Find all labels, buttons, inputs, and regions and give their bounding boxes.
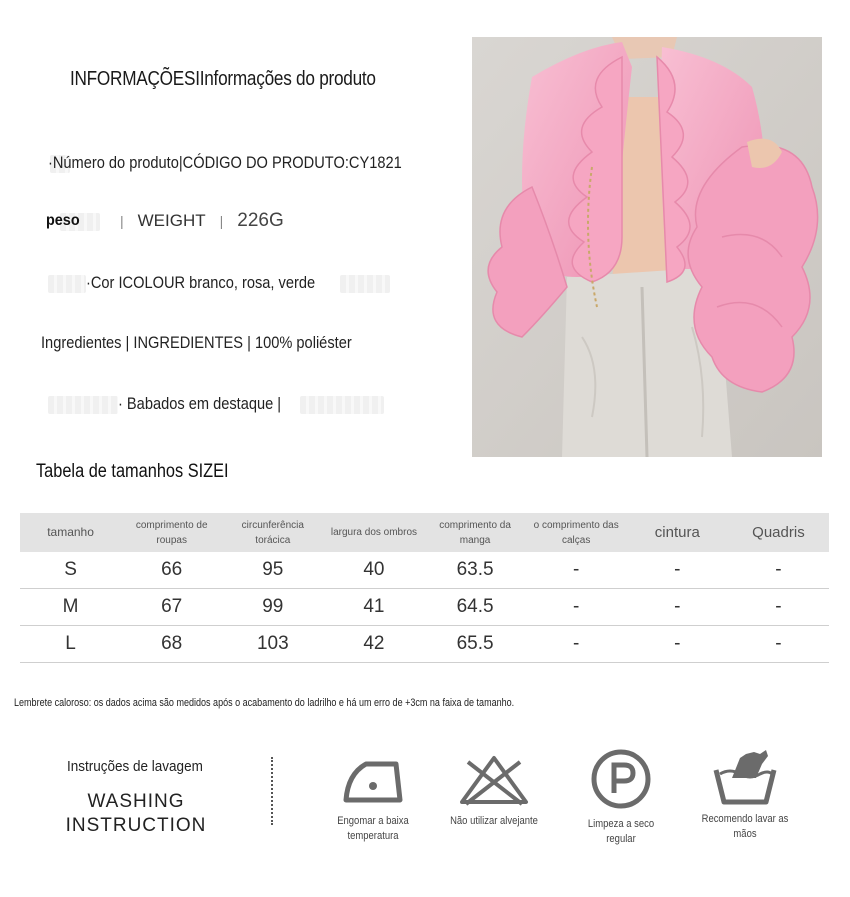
product-number: ·Número do produto|CÓDIGO DO PRODUTO:CY1821 <box>48 153 402 172</box>
table-header-row <box>20 513 829 552</box>
dry-clean-icon <box>589 747 653 811</box>
table-row <box>20 589 829 626</box>
wash-caption: Não utilizar alvejante <box>450 815 538 827</box>
ghost-text <box>48 396 118 414</box>
table-cell: 64.5 <box>425 589 526 626</box>
wash-item-dry-clean <box>566 747 676 847</box>
ghost-text <box>300 396 384 414</box>
hand-wash-icon <box>710 748 780 806</box>
weight-value: 226G <box>237 210 284 231</box>
separator: | <box>219 213 224 229</box>
weight-key: WEIGHT <box>137 211 206 230</box>
header-pants-length: o comprimento das calças <box>526 513 627 552</box>
header-chest: circunferência torácica <box>222 513 323 552</box>
header-sleeve: comprimento da manga <box>425 513 526 552</box>
size-note: Lembrete caloroso: os dados acima são medidos após o acabamento do ladrilho e há um erro de +3cm na faixa de tamanho. <box>14 697 515 709</box>
washing-english-line2: INSTRUCTION <box>65 815 207 836</box>
model-illustration <box>472 37 822 457</box>
table-cell: - <box>627 552 728 589</box>
table-cell: - <box>728 589 829 626</box>
header-shoulder: largura dos ombros <box>323 513 424 552</box>
table-cell: 95 <box>222 552 323 589</box>
size-table-title: Tabela de tamanhos SIZEI <box>36 461 229 482</box>
wash-item-iron <box>318 752 428 844</box>
table-row <box>20 552 829 589</box>
wash-caption: Limpeza a seco regular <box>587 818 655 845</box>
wash-caption: Engomar a baixa temperatura <box>337 815 409 842</box>
table-cell: - <box>627 589 728 626</box>
table-cell: M <box>20 589 121 626</box>
wash-item-no-bleach <box>439 752 549 829</box>
highlight-line: · Babados em destaque | <box>118 394 282 413</box>
table-cell: - <box>728 626 829 663</box>
table-cell: 41 <box>323 589 424 626</box>
table-cell: 42 <box>323 626 424 663</box>
weight-label: peso <box>46 212 80 229</box>
table-cell: L <box>20 626 121 663</box>
divider <box>271 757 273 825</box>
table-cell: S <box>20 552 121 589</box>
washing-title: Instruções de lavagem <box>67 758 203 775</box>
table-cell: 65.5 <box>425 626 526 663</box>
table-cell: - <box>526 589 627 626</box>
iron-icon <box>338 752 408 808</box>
size-table <box>20 513 829 663</box>
table-cell: 66 <box>121 552 222 589</box>
washing-english <box>60 790 212 838</box>
ghost-text <box>340 275 390 293</box>
header-size: tamanho <box>20 513 121 552</box>
table-cell: 40 <box>323 552 424 589</box>
table-cell: - <box>526 626 627 663</box>
table-cell: - <box>728 552 829 589</box>
table-row <box>20 626 829 663</box>
table-cell: 67 <box>121 589 222 626</box>
weight-row <box>46 210 284 232</box>
header-waist: cintura <box>627 513 728 552</box>
product-photo <box>472 37 822 457</box>
table-cell: 99 <box>222 589 323 626</box>
separator: | <box>120 213 124 229</box>
table-cell: 103 <box>222 626 323 663</box>
table-cell: 68 <box>121 626 222 663</box>
washing-english-line1: WASHING <box>87 791 185 812</box>
header-hips: Quadris <box>728 513 829 552</box>
table-cell: 63.5 <box>425 552 526 589</box>
table-cell: - <box>627 626 728 663</box>
header-length: comprimento de roupas <box>121 513 222 552</box>
wash-item-hand-wash <box>690 748 800 842</box>
no-bleach-icon <box>454 752 534 808</box>
info-title: INFORMAÇÕESIInformações do produto <box>70 68 376 90</box>
ingredients-line: Ingredientes | INGREDIENTES | 100% poliéster <box>41 333 352 352</box>
table-cell: - <box>526 552 627 589</box>
ghost-text <box>48 275 86 293</box>
color-line: ·Cor ICOLOUR branco, rosa, verde <box>86 273 316 292</box>
wash-caption: Recomendo lavar as mãos <box>701 813 789 840</box>
